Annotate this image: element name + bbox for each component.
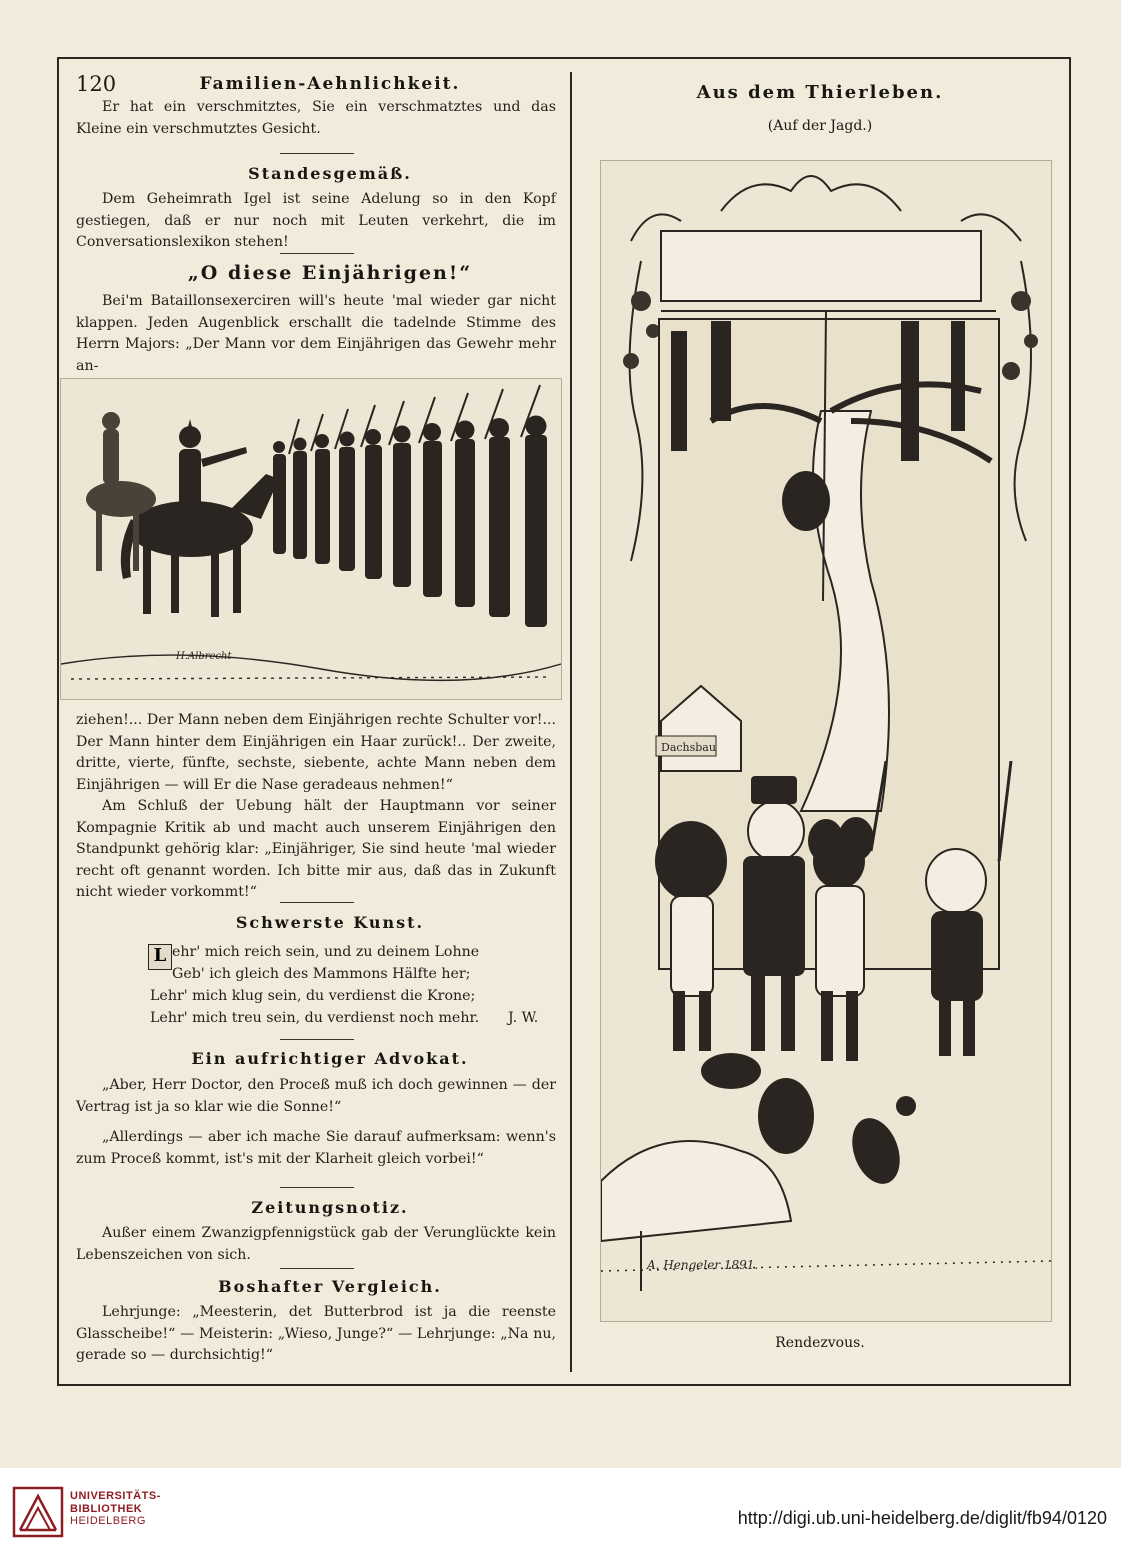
- separator: [280, 902, 354, 903]
- logo-line-3: HEIDELBERG: [70, 1515, 146, 1527]
- section-title-schwerste-kunst: Schwerste Kunst.: [235, 913, 425, 932]
- poem-line-3: Lehr' mich klug sein, du verdienst die Krone;: [150, 988, 476, 1004]
- source-url-link[interactable]: http://digi.ub.uni-heidelberg.de/diglit/fb94/0120: [737, 1508, 1107, 1528]
- section-title-einjaehrige: „O diese Einjährigen!“: [187, 262, 473, 284]
- column-divider: [570, 72, 572, 1372]
- section-text-boshafter-vergleich: Lehrjunge: „Meesterin, det Butterbrod ist ja die reenste Glasscheibe!“ — Meisterin: „Wieso, Junge?“ — Lehrjunge: „Na nu, gerade so — durchsichtig!“: [76, 1304, 556, 1363]
- poem-line-2: Geb' ich gleich des Mammons Hälfte her;: [172, 966, 471, 982]
- section-text-standesgemaess: Dem Geheimrath Igel ist seine Adelung so in den Kopf gestiegen, daß er nur noch mit Leuten verkehrt, die im Conversationslexikon stehen!: [76, 191, 556, 250]
- poem-author: J. W.: [508, 1010, 539, 1026]
- section-text-familien: Er hat ein verschmitztes, Sie ein verschmatztes und das Kleine ein verschmutztes Gesicht.: [76, 99, 556, 137]
- section-text-einjaehrige-c: Am Schluß der Uebung hält der Hauptmann vor seiner Kompagnie Kritik ab und macht auch unserem Einjährigen den Standpunkt gehörig klar: „Einjähriger, Sie sind heute 'mal wieder recht oft genannt worden. Ich bitte mir aus, daß das in Zukunft nicht wieder vorkommt!“: [76, 798, 556, 900]
- section-title-familien: Familien-Aehnlichkeit.: [199, 74, 461, 94]
- hut-sign: Dachsbau: [661, 741, 716, 754]
- university-logo-text: [70, 1490, 161, 1528]
- section-title-boshafter-vergleich: Boshafter Vergleich.: [218, 1277, 442, 1296]
- section-text-einjaehrige-a: Bei'm Bataillonsexerciren will's heute 'mal wieder gar nicht klappen. Jeden Augenblick erschallt die tadelnde Stimme des Herrn Majors: „Der Mann vor dem Einjährigen das Gewehr mehr an-: [76, 293, 556, 374]
- section-text-einjaehrige-b: ziehen!... Der Mann neben dem Einjährigen rechte Schulter vor!... Der Mann hinter dem Einjährigen ein Haar zurück!.. Der zweite, dritte, vierte, fünfte, sechste, siebente, achte Mann neben dem Einjährigen — will Er die Nase geradeaus nehmen!“: [76, 712, 556, 793]
- section-title-standesgemaess: Standesgemäß.: [248, 164, 412, 183]
- separator: [280, 1268, 354, 1269]
- illustration-signature: H.Albrecht: [176, 651, 232, 662]
- logo-line-2: BIBLIOTHEK: [70, 1502, 143, 1515]
- section-title-zeitungsnotiz: Zeitungsnotiz.: [251, 1198, 409, 1217]
- right-caption: Rendezvous.: [775, 1335, 865, 1351]
- poem-line-4: Lehr' mich treu sein, du verdienst noch mehr.: [150, 1010, 480, 1026]
- section-text-zeitungsnotiz: Außer einem Zwanzigpfennigstück gab der Verunglückte kein Lebenszeichen von sich.: [76, 1225, 556, 1263]
- logo-line-1: UNIVERSITÄTS-: [70, 1490, 161, 1502]
- separator: [280, 1187, 354, 1188]
- university-logo-icon: [12, 1486, 64, 1538]
- page-number: 120: [76, 72, 117, 96]
- section-title-advokat: Ein aufrichtiger Advokat.: [191, 1049, 469, 1068]
- right-title: Aus dem Thierleben.: [696, 82, 944, 103]
- illustration-battalion-exercise: [60, 378, 562, 700]
- separator: [280, 253, 354, 254]
- poem-dropcap: L: [148, 944, 172, 970]
- section-text-advokat-a: „Aber, Herr Doctor, den Proceß muß ich doch gewinnen — der Vertrag ist ja so klar wie die Sonne!“: [76, 1077, 556, 1115]
- illustration-artist-signature: A. Hengeler 1891.: [647, 1258, 759, 1272]
- poem-line-1: ehr' mich reich sein, und zu deinem Lohne: [172, 944, 480, 960]
- separator: [280, 1039, 354, 1040]
- separator: [280, 153, 354, 154]
- illustration-thierleben: [600, 160, 1052, 1322]
- right-subtitle: (Auf der Jagd.): [767, 118, 873, 134]
- section-text-advokat-b: „Allerdings — aber ich mache Sie darauf aufmerksam: wenn's zum Proceß kommt, ist's mit der Klarheit gleich vorbei!“: [76, 1129, 556, 1167]
